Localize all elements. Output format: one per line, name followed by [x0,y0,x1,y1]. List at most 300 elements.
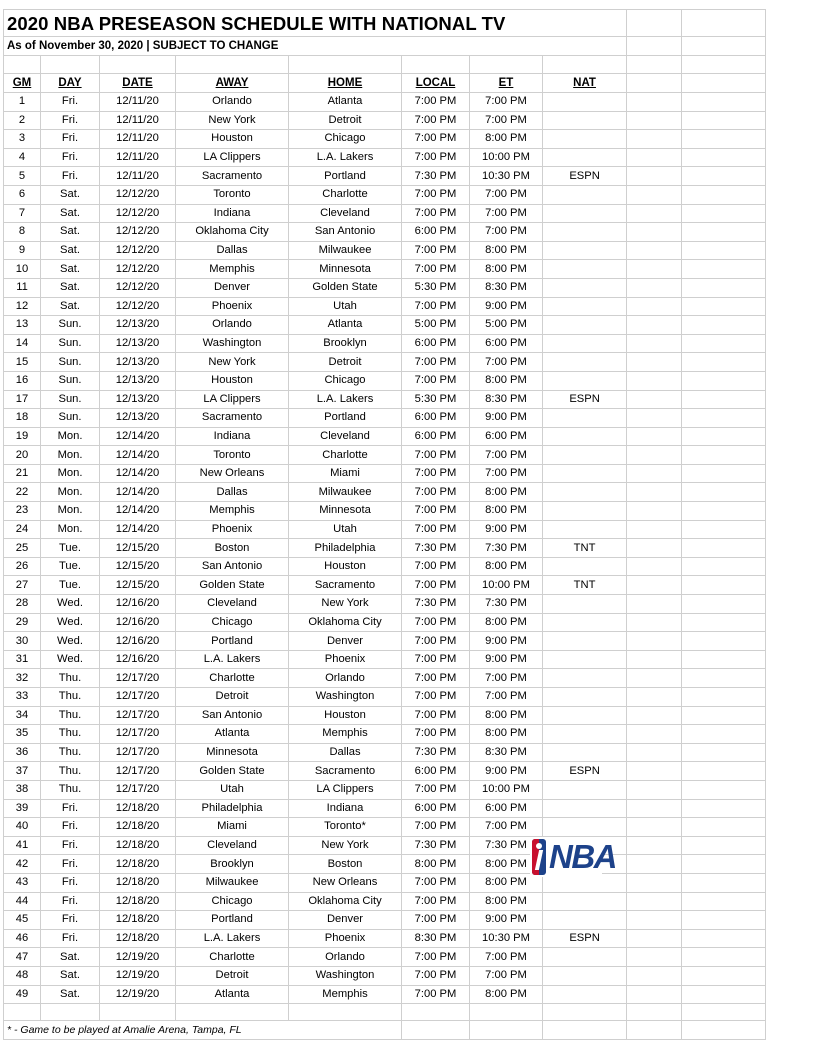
cell-day: Fri. [41,892,100,911]
cell-et: 7:00 PM [470,93,543,112]
table-row [4,520,766,539]
cell-date: 12/17/20 [100,725,176,744]
cell-day: Fri. [41,93,100,112]
subtitle-row [4,37,766,56]
cell-et: 7:00 PM [470,948,543,967]
table-row [4,316,766,335]
cell-gm: 1 [4,93,41,112]
cell-local: 7:00 PM [402,353,470,372]
table-row [4,390,766,409]
cell-day: Thu. [41,688,100,707]
cell-away: Portland [176,911,289,930]
cell-home: Utah [289,520,402,539]
table-row [4,334,766,353]
table-row [4,855,766,874]
cell-nat [543,371,627,390]
cell-local: 7:30 PM [402,595,470,614]
cell-local: 6:00 PM [402,799,470,818]
cell-away: Orlando [176,316,289,335]
table-row [4,818,766,837]
cell-et: 9:00 PM [470,650,543,669]
cell-gm: 14 [4,334,41,353]
cell-local: 5:30 PM [402,390,470,409]
blank-row [4,56,766,74]
cell-gm: 42 [4,855,41,874]
table-row [4,167,766,186]
cell-date: 12/12/20 [100,204,176,223]
cell-date: 12/14/20 [100,483,176,502]
cell-et: 7:00 PM [470,353,543,372]
cell-date: 12/17/20 [100,688,176,707]
cell-away: Golden State [176,576,289,595]
cell-nat: TNT [543,576,627,595]
cell-day: Thu. [41,762,100,781]
col-header-et: ET [470,74,543,93]
cell-day: Fri. [41,855,100,874]
cell-local: 7:00 PM [402,297,470,316]
cell-nat [543,93,627,112]
cell-gm: 10 [4,260,41,279]
cell-gm: 40 [4,818,41,837]
cell-away: L.A. Lakers [176,929,289,948]
cell-away: Toronto [176,185,289,204]
schedule-rows [4,93,766,1004]
cell-away: Denver [176,278,289,297]
cell-gm: 17 [4,390,41,409]
cell-date: 12/18/20 [100,855,176,874]
cell-gm: 22 [4,483,41,502]
cell-et: 8:00 PM [470,241,543,260]
cell-home: New York [289,595,402,614]
cell-et: 7:00 PM [470,966,543,985]
cell-local: 7:00 PM [402,706,470,725]
gap-row [4,1004,766,1021]
cell-home: Utah [289,297,402,316]
cell-et: 9:00 PM [470,632,543,651]
cell-home: Boston [289,855,402,874]
cell-et: 8:00 PM [470,706,543,725]
table-row [4,948,766,967]
cell-date: 12/13/20 [100,334,176,353]
cell-day: Sat. [41,985,100,1004]
table-row [4,502,766,521]
cell-nat [543,260,627,279]
cell-nat [543,892,627,911]
table-row [4,204,766,223]
cell-et: 8:00 PM [470,502,543,521]
cell-gm: 29 [4,613,41,632]
cell-local: 6:00 PM [402,223,470,242]
cell-et: 5:00 PM [470,316,543,335]
cell-day: Sun. [41,316,100,335]
cell-nat [543,985,627,1004]
col-header-away: AWAY [176,74,289,93]
cell-nat [543,743,627,762]
cell-et: 7:00 PM [470,446,543,465]
cell-et: 7:00 PM [470,111,543,130]
cell-gm: 21 [4,464,41,483]
cell-local: 5:30 PM [402,278,470,297]
cell-day: Fri. [41,167,100,186]
cell-et: 8:00 PM [470,855,543,874]
cell-local: 7:00 PM [402,93,470,112]
cell-nat: ESPN [543,167,627,186]
table-row [4,595,766,614]
cell-home: Houston [289,706,402,725]
cell-nat [543,669,627,688]
cell-date: 12/13/20 [100,390,176,409]
cell-nat [543,650,627,669]
cell-local: 7:00 PM [402,669,470,688]
cell-date: 12/14/20 [100,520,176,539]
cell-away: Miami [176,818,289,837]
cell-gm: 16 [4,371,41,390]
cell-date: 12/18/20 [100,818,176,837]
cell-date: 12/18/20 [100,873,176,892]
cell-home: Atlanta [289,93,402,112]
cell-away: New York [176,111,289,130]
cell-et: 8:00 PM [470,892,543,911]
cell-et: 8:00 PM [470,873,543,892]
col-header-home: HOME [289,74,402,93]
cell-date: 12/17/20 [100,706,176,725]
cell-local: 7:00 PM [402,371,470,390]
cell-et: 8:00 PM [470,613,543,632]
cell-gm: 38 [4,780,41,799]
cell-local: 7:00 PM [402,148,470,167]
cell-local: 7:00 PM [402,948,470,967]
table-row [4,985,766,1004]
cell-local: 7:00 PM [402,966,470,985]
table-row [4,130,766,149]
cell-gm: 7 [4,204,41,223]
cell-local: 7:00 PM [402,985,470,1004]
cell-home: Cleveland [289,427,402,446]
table-row [4,836,766,855]
cell-et: 9:00 PM [470,520,543,539]
cell-day: Wed. [41,650,100,669]
cell-gm: 32 [4,669,41,688]
cell-gm: 3 [4,130,41,149]
cell-gm: 49 [4,985,41,1004]
cell-day: Fri. [41,836,100,855]
cell-away: Indiana [176,427,289,446]
cell-nat [543,799,627,818]
cell-away: Sacramento [176,167,289,186]
table-row [4,780,766,799]
cell-away: LA Clippers [176,148,289,167]
cell-gm: 28 [4,595,41,614]
table-row [4,966,766,985]
cell-home: New York [289,836,402,855]
cell-away: Cleveland [176,836,289,855]
cell-day: Tue. [41,576,100,595]
cell-et: 7:00 PM [470,688,543,707]
cell-home: L.A. Lakers [289,390,402,409]
cell-gm: 30 [4,632,41,651]
cell-local: 7:00 PM [402,576,470,595]
cell-local: 6:00 PM [402,762,470,781]
cell-et: 7:00 PM [470,669,543,688]
cell-away: LA Clippers [176,390,289,409]
cell-away: Golden State [176,762,289,781]
cell-date: 12/17/20 [100,780,176,799]
cell-home: Golden State [289,278,402,297]
cell-day: Mon. [41,427,100,446]
cell-day: Fri. [41,799,100,818]
cell-nat [543,130,627,149]
cell-date: 12/12/20 [100,185,176,204]
cell-local: 7:00 PM [402,464,470,483]
cell-gm: 18 [4,409,41,428]
cell-away: Phoenix [176,520,289,539]
cell-gm: 45 [4,911,41,930]
cell-gm: 44 [4,892,41,911]
cell-et: 6:00 PM [470,799,543,818]
cell-nat: ESPN [543,390,627,409]
cell-date: 12/11/20 [100,130,176,149]
cell-gm: 12 [4,297,41,316]
table-row [4,223,766,242]
cell-day: Mon. [41,502,100,521]
cell-day: Mon. [41,464,100,483]
cell-et: 7:00 PM [470,204,543,223]
cell-date: 12/14/20 [100,446,176,465]
cell-date: 12/18/20 [100,929,176,948]
cell-local: 8:30 PM [402,929,470,948]
cell-date: 12/17/20 [100,762,176,781]
cell-date: 12/11/20 [100,167,176,186]
cell-local: 7:00 PM [402,111,470,130]
cell-home: Charlotte [289,185,402,204]
cell-home: Orlando [289,948,402,967]
cell-et: 9:00 PM [470,911,543,930]
cell-home: Houston [289,557,402,576]
cell-home: Memphis [289,985,402,1004]
cell-date: 12/16/20 [100,650,176,669]
cell-nat [543,613,627,632]
cell-et: 10:30 PM [470,167,543,186]
table-row [4,669,766,688]
table-row [4,557,766,576]
cell-home: Indiana [289,799,402,818]
cell-gm: 23 [4,502,41,521]
cell-date: 12/11/20 [100,148,176,167]
cell-et: 8:30 PM [470,743,543,762]
cell-home: LA Clippers [289,780,402,799]
cell-away: Minnesota [176,743,289,762]
cell-day: Fri. [41,130,100,149]
cell-away: Charlotte [176,669,289,688]
cell-day: Sun. [41,371,100,390]
cell-local: 7:00 PM [402,818,470,837]
cell-home: Sacramento [289,762,402,781]
cell-away: Indiana [176,204,289,223]
cell-date: 12/19/20 [100,948,176,967]
cell-day: Sat. [41,278,100,297]
cell-home: Oklahoma City [289,613,402,632]
cell-day: Sat. [41,966,100,985]
cell-gm: 9 [4,241,41,260]
cell-away: Atlanta [176,725,289,744]
cell-day: Fri. [41,911,100,930]
cell-local: 7:00 PM [402,873,470,892]
cell-day: Sun. [41,390,100,409]
cell-day: Sat. [41,204,100,223]
cell-day: Thu. [41,706,100,725]
cell-local: 7:00 PM [402,446,470,465]
cell-et: 8:00 PM [470,725,543,744]
cell-day: Fri. [41,818,100,837]
cell-home: Sacramento [289,576,402,595]
cell-et: 7:00 PM [470,185,543,204]
cell-nat [543,948,627,967]
cell-gm: 26 [4,557,41,576]
cell-nat [543,706,627,725]
cell-et: 7:30 PM [470,539,543,558]
cell-day: Sat. [41,241,100,260]
cell-nat [543,520,627,539]
cell-day: Thu. [41,669,100,688]
cell-et: 8:00 PM [470,557,543,576]
cell-home: Oklahoma City [289,892,402,911]
cell-gm: 11 [4,278,41,297]
cell-day: Fri. [41,148,100,167]
cell-gm: 20 [4,446,41,465]
cell-gm: 35 [4,725,41,744]
cell-day: Thu. [41,725,100,744]
cell-nat: ESPN [543,762,627,781]
cell-away: Detroit [176,966,289,985]
cell-day: Fri. [41,873,100,892]
cell-date: 12/15/20 [100,539,176,558]
cell-date: 12/18/20 [100,911,176,930]
cell-nat: ESPN [543,929,627,948]
cell-nat [543,725,627,744]
cell-nat [543,966,627,985]
table-row [4,650,766,669]
cell-home: Minnesota [289,260,402,279]
cell-et: 7:00 PM [470,818,543,837]
cell-away: New Orleans [176,464,289,483]
cell-day: Thu. [41,743,100,762]
cell-day: Wed. [41,613,100,632]
cell-away: Cleveland [176,595,289,614]
col-header-gm: GM [4,74,41,93]
cell-home: Denver [289,911,402,930]
cell-day: Sat. [41,223,100,242]
cell-day: Fri. [41,929,100,948]
cell-local: 7:30 PM [402,539,470,558]
cell-away: San Antonio [176,706,289,725]
table-row [4,353,766,372]
cell-gm: 2 [4,111,41,130]
cell-gm: 8 [4,223,41,242]
cell-home: Denver [289,632,402,651]
table-row [4,427,766,446]
cell-gm: 36 [4,743,41,762]
cell-date: 12/16/20 [100,632,176,651]
cell-local: 7:00 PM [402,688,470,707]
sheet-title: 2020 NBA PRESEASON SCHEDULE WITH NATIONAL TV [4,10,627,37]
cell-gm: 4 [4,148,41,167]
nba-logoman-icon [532,839,546,875]
cell-nat [543,502,627,521]
cell-et: 10:00 PM [470,780,543,799]
cell-date: 12/16/20 [100,595,176,614]
cell-gm: 6 [4,185,41,204]
cell-away: Memphis [176,502,289,521]
table-row [4,464,766,483]
cell-away: San Antonio [176,557,289,576]
cell-local: 7:00 PM [402,204,470,223]
cell-local: 7:00 PM [402,502,470,521]
cell-away: Dallas [176,241,289,260]
cell-et: 8:30 PM [470,390,543,409]
table-row [4,539,766,558]
col-header-day: DAY [41,74,100,93]
cell-home: Detroit [289,353,402,372]
cell-day: Sat. [41,260,100,279]
cell-local: 7:00 PM [402,613,470,632]
sheet-subtitle: As of November 30, 2020 | SUBJECT TO CHANGE [4,37,627,56]
cell-local: 7:00 PM [402,260,470,279]
cell-nat [543,111,627,130]
cell-home: Memphis [289,725,402,744]
table-row [4,241,766,260]
cell-et: 8:30 PM [470,278,543,297]
table-row [4,409,766,428]
cell-local: 7:00 PM [402,130,470,149]
cell-et: 9:00 PM [470,409,543,428]
cell-nat [543,148,627,167]
cell-away: Oklahoma City [176,223,289,242]
cell-away: Philadelphia [176,799,289,818]
table-row [4,706,766,725]
schedule-sheet [3,9,766,1040]
cell-date: 12/13/20 [100,353,176,372]
cell-day: Tue. [41,557,100,576]
cell-day: Sun. [41,353,100,372]
cell-nat [543,353,627,372]
footnote-row [4,1021,766,1040]
cell-date: 12/18/20 [100,892,176,911]
cell-day: Sat. [41,185,100,204]
cell-local: 7:00 PM [402,892,470,911]
table-row [4,371,766,390]
cell-away: Chicago [176,892,289,911]
cell-nat [543,185,627,204]
cell-away: Chicago [176,613,289,632]
cell-nat [543,595,627,614]
cell-date: 12/15/20 [100,576,176,595]
cell-nat: TNT [543,539,627,558]
cell-local: 7:00 PM [402,520,470,539]
nba-logo [530,837,616,877]
cell-date: 12/18/20 [100,799,176,818]
cell-day: Tue. [41,539,100,558]
cell-nat [543,409,627,428]
table-row [4,446,766,465]
cell-away: Memphis [176,260,289,279]
cell-away: Charlotte [176,948,289,967]
cell-local: 8:00 PM [402,855,470,874]
cell-nat [543,557,627,576]
cell-away: Houston [176,371,289,390]
cell-date: 12/15/20 [100,557,176,576]
cell-local: 7:00 PM [402,241,470,260]
col-header-local: LOCAL [402,74,470,93]
